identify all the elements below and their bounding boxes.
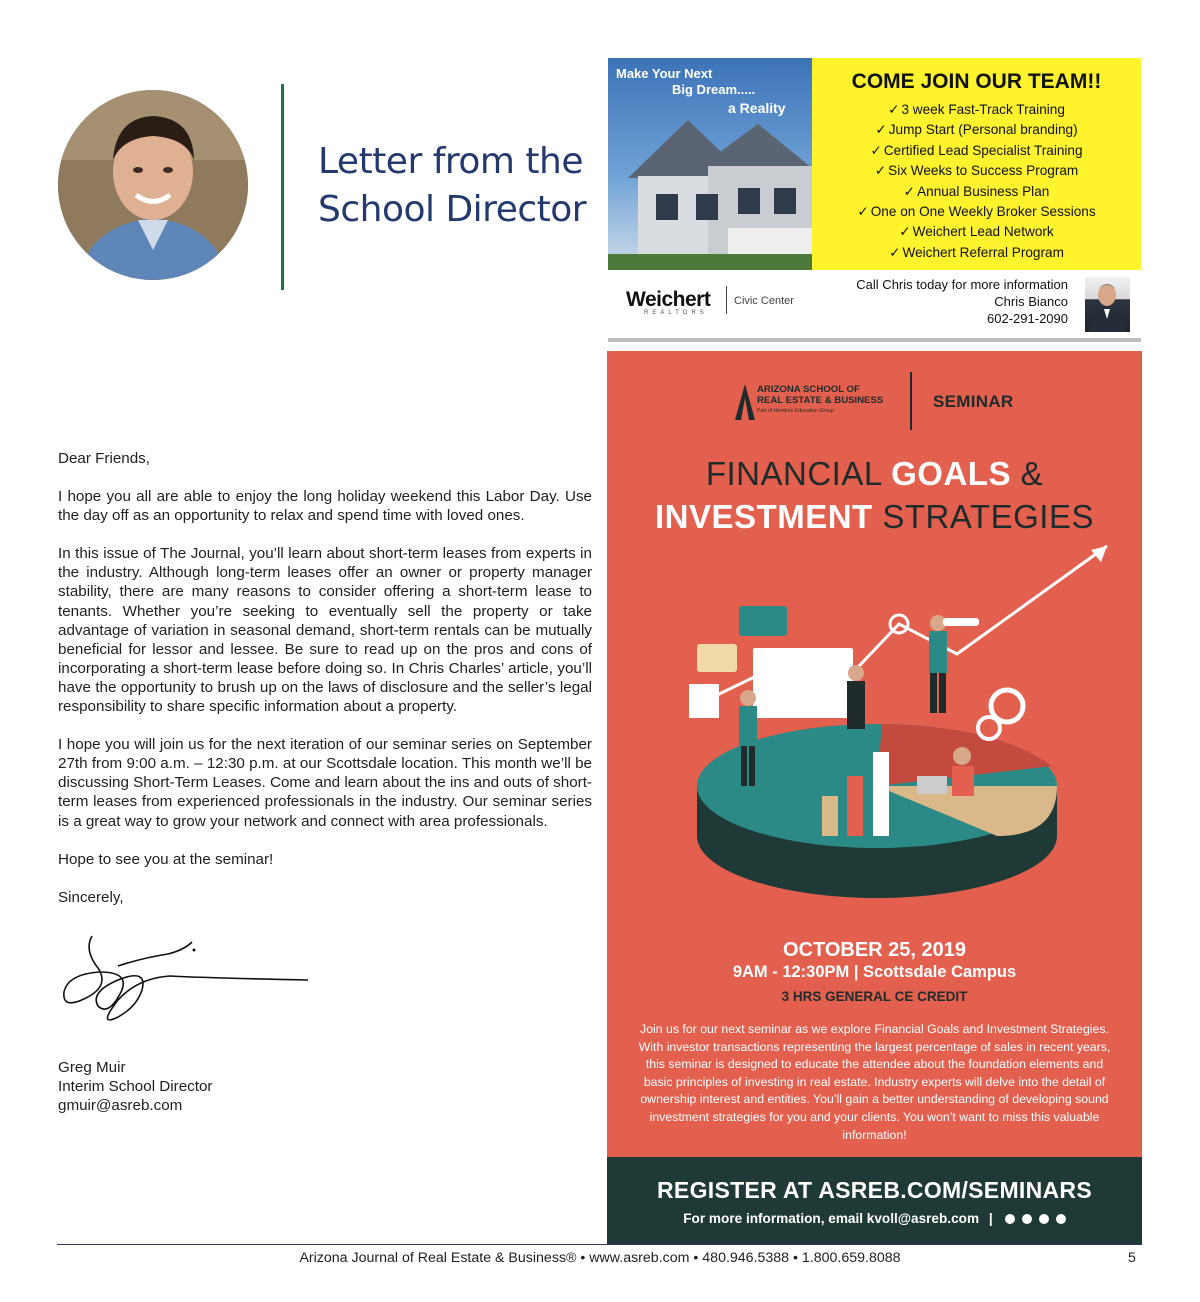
benefit-item: ✓ 3 week Fast-Track Training xyxy=(888,102,1065,117)
linkedin-icon[interactable] xyxy=(1056,1214,1066,1224)
weichert-ad[interactable] xyxy=(608,58,1141,342)
title-line-1: Letter from the xyxy=(318,141,583,182)
title-line-2: School Director xyxy=(318,189,587,230)
page-number: 5 xyxy=(1128,1250,1136,1266)
ad-tagline-3: a Reality xyxy=(728,100,786,116)
letter-body xyxy=(58,449,592,926)
seminar-ad[interactable] xyxy=(607,351,1142,1245)
portrait-image xyxy=(58,90,248,280)
letter-closing: Sincerely, xyxy=(58,888,124,906)
letter-salutation: Dear Friends, xyxy=(58,450,151,467)
seminar-time-location: 9AM - 12:30PM | Scottsdale Campus xyxy=(732,963,1017,981)
facebook-icon[interactable] xyxy=(1005,1214,1015,1224)
seminar-title-line-2: INVESTMENT STRATEGIES xyxy=(655,498,1094,535)
signer-block xyxy=(58,1058,212,1115)
footer-text: Arizona Journal of Real Estate & Business® • www.asreb.com • 480.946.5388 • 1.800.659.8088 xyxy=(299,1250,901,1266)
page-title xyxy=(318,138,608,234)
info-separator: | xyxy=(988,1211,993,1226)
letter-paragraph-2: In this issue of The Journal, you’ll learn about short-term leases from experts in the industry. Although long-term leases offer an owner or property manager stability, there are many reasons to consider offering a short-term lease to tenants. Whether you’re seeking to eventually sell the property or take advantage of variation in seasonal demand, short-term rentals can be mutually beneficial for lessor and lessee. Be sure to read up on the pros and cons of incorporating a short-term lease before doing so. In Chris Charles’ article, you’ll have the opportunity to brush up on the laws of disclosure and the seller’s legal responsibility to share specific information about a property. xyxy=(58,545,592,716)
ad-tagline-2: Big Dream..... xyxy=(672,82,756,97)
logo-line-2: REAL ESTATE & BUSINESS xyxy=(757,395,884,406)
agent-phone[interactable]: 602-291-2090 xyxy=(987,311,1068,326)
call-text: Call Chris today for more information xyxy=(856,277,1068,292)
more-info xyxy=(607,1211,1142,1226)
seminar-ce-credit: 3 HRS GENERAL CE CREDIT xyxy=(781,989,968,1004)
investment-illustration xyxy=(667,536,1112,936)
benefits-list xyxy=(812,100,1141,263)
logo-separator xyxy=(910,372,912,430)
handwritten-signature xyxy=(58,928,318,1028)
letter-paragraph-1: I hope you all are able to enjoy the long holiday weekend this Labor Day. Use the day off as an opportunity to relax and spend time with loved ones. xyxy=(58,488,592,525)
seminar-description: Join us for our next seminar as we explore Financial Goals and Investment Strategies. With investor transactions representing the largest percentage of sales in recent years, this seminar is designed to educate the attendee about the foundation elements and basic principles of investing in real estate. Industry experts will delve into the detail of ownership interest and entities. You’ll gain a better understanding of developing sound investment strategies for you and your clients. You won’t want to miss this valuable information! xyxy=(638,1022,1111,1142)
ad-benefits-panel xyxy=(812,58,1141,270)
signer-title: Interim School Director xyxy=(58,1078,213,1096)
checkmark-icon: ✓ xyxy=(899,224,911,240)
letter-paragraph-3: I hope you will join us for the next iteration of our seminar series on September 27th from 9:00 a.m. – 12:30 p.m. at our Scottsdale location. This month we’ll be discussing Short-Term Leases. Come and learn about the ins and outs of short-term leases from experienced professionals in the industry. Our seminar series is a great way to grow your network and connect with area professionals. xyxy=(58,736,592,830)
benefit-item: ✓ Weichert Lead Network xyxy=(899,224,1054,240)
checkmark-icon: ✓ xyxy=(903,183,916,199)
ad-tagline-1: Make Your Next xyxy=(616,66,713,81)
benefit-item: ✓ Six Weeks to Success Program xyxy=(874,163,1079,179)
office-name: Civic Center xyxy=(734,295,794,307)
seminar-title-line-1: FINANCIAL GOALS & xyxy=(705,455,1044,492)
youtube-icon[interactable] xyxy=(1039,1214,1049,1224)
director-portrait xyxy=(58,90,248,280)
benefit-item: ✓ Weichert Referral Program xyxy=(889,244,1064,260)
twitter-icon[interactable] xyxy=(1022,1214,1032,1224)
agent-photo xyxy=(1085,277,1130,332)
title-divider xyxy=(281,84,284,290)
register-link[interactable]: REGISTER AT ASREB.COM/SEMINARS xyxy=(657,1177,1092,1203)
weichert-logo: Weichert xyxy=(626,288,711,311)
ad-headline: COME JOIN OUR TEAM!! xyxy=(851,70,1102,93)
signer-email[interactable]: gmuir@asreb.com xyxy=(58,1097,183,1115)
agent-name: Chris Bianco xyxy=(994,294,1068,309)
asreb-logo-icon xyxy=(733,382,757,422)
logo-line-3: Part of Hondros Education Group xyxy=(757,408,834,414)
ad-contact-bar xyxy=(608,270,1141,338)
agent-contact xyxy=(814,276,1068,327)
benefit-item: ✓ One on One Weekly Broker Sessions xyxy=(857,204,1096,220)
checkmark-icon: ✓ xyxy=(888,102,900,117)
benefit-item: ✓ Certified Lead Specialist Training xyxy=(870,142,1083,158)
logo-divider xyxy=(726,286,727,314)
signer-name: Greg Muir xyxy=(58,1059,126,1076)
agent-image xyxy=(1085,277,1130,332)
asreb-logo xyxy=(733,382,893,426)
seminar-register-bar xyxy=(607,1157,1142,1245)
logo-line-1: ARIZONA SCHOOL OF xyxy=(757,384,860,395)
weichert-logo-sub: REALTORS xyxy=(644,310,708,316)
seminar-label: SEMINAR xyxy=(933,392,1014,411)
checkmark-icon: ✓ xyxy=(857,204,869,220)
benefit-item: ✓ Jump Start (Personal branding) xyxy=(875,122,1078,138)
benefit-item: ✓ Annual Business Plan xyxy=(903,183,1050,199)
house-photo xyxy=(608,58,812,270)
more-info-text[interactable]: For more information, email kvoll@asreb.com xyxy=(683,1211,980,1226)
seminar-date: OCTOBER 25, 2019 xyxy=(782,939,967,961)
checkmark-icon: ✓ xyxy=(870,142,882,158)
footer-rule xyxy=(57,1244,1142,1245)
letter-paragraph-4: Hope to see you at the seminar! xyxy=(58,850,274,868)
checkmark-icon: ✓ xyxy=(889,244,901,260)
checkmark-icon: ✓ xyxy=(874,163,887,179)
checkmark-icon: ✓ xyxy=(875,122,887,138)
